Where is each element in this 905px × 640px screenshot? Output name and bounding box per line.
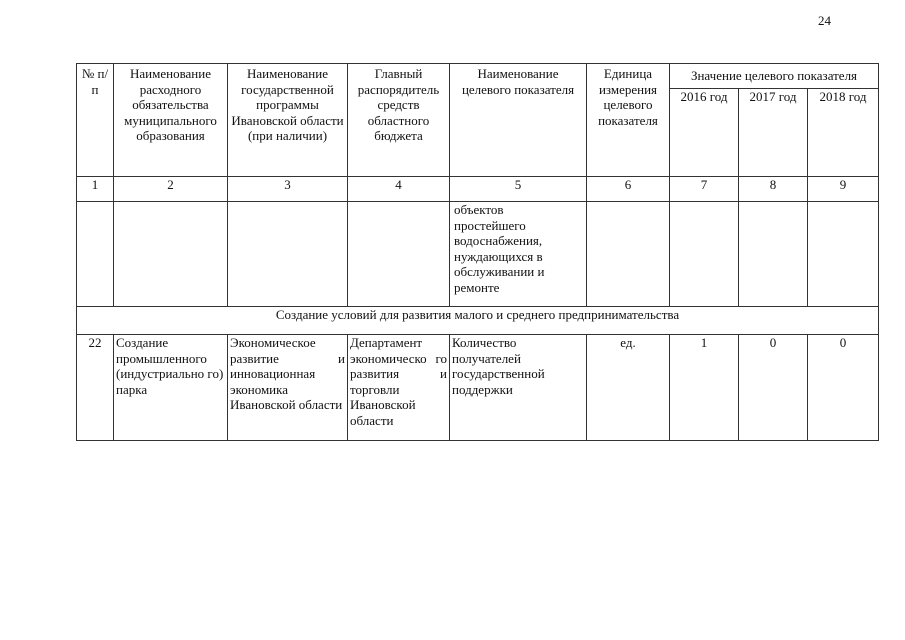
column-number: 5 xyxy=(450,177,587,202)
section-row xyxy=(77,307,879,335)
row-number: 22 xyxy=(77,335,114,441)
continuation-indicator-text: объектов простейшего водоснабжения, нуждающихся в обслуживании и ремонте xyxy=(450,202,587,307)
row-value-2018: 0 xyxy=(808,335,879,441)
header-row xyxy=(77,64,879,89)
column-number: 1 xyxy=(77,177,114,202)
continuation-row xyxy=(77,202,879,307)
header-year-2017: 2017 год xyxy=(739,89,808,177)
row-indicator: Количество получателей государственной поддержки xyxy=(450,335,587,441)
row-program: Экономическое развитие и инновационная экономика Ивановской области xyxy=(228,335,348,441)
row-manager: Департамент экономическо го развития и торговли Ивановской области xyxy=(348,335,450,441)
header-year-2018: 2018 год xyxy=(808,89,879,177)
column-number: 6 xyxy=(587,177,670,202)
header-unit: Единица измерения целевого показателя xyxy=(587,64,670,177)
table-cell xyxy=(670,202,739,307)
table-cell xyxy=(808,202,879,307)
column-number: 2 xyxy=(114,177,228,202)
table-cell xyxy=(228,202,348,307)
indicator-table xyxy=(76,63,879,441)
header-year-2016: 2016 год xyxy=(670,89,739,177)
table-cell xyxy=(348,202,450,307)
column-number: 9 xyxy=(808,177,879,202)
column-number: 4 xyxy=(348,177,450,202)
row-obligation: Создание промышленного (индустриально го) парка xyxy=(114,335,228,441)
row-value-2017: 0 xyxy=(739,335,808,441)
section-title: Создание условий для развития малого и среднего предпринимательства xyxy=(77,307,879,335)
table-cell xyxy=(587,202,670,307)
row-value-2016: 1 xyxy=(670,335,739,441)
column-number: 7 xyxy=(670,177,739,202)
header-program: Наименование государственной программы Ивановской области (при наличии) xyxy=(228,64,348,177)
page-number: 24 xyxy=(818,13,831,28)
header-manager: Главный распорядитель средств областного бюджета xyxy=(348,64,450,177)
table-cell xyxy=(77,202,114,307)
header-num: № п/п xyxy=(77,64,114,177)
row-unit: ед. xyxy=(587,335,670,441)
header-indicator: Наименование целевого показателя xyxy=(450,64,587,177)
column-number: 8 xyxy=(739,177,808,202)
table-row xyxy=(77,335,879,441)
column-number-row xyxy=(77,177,879,202)
header-value-group: Значение целевого показателя xyxy=(670,64,879,89)
table-cell xyxy=(114,202,228,307)
header-obligation: Наименование расходного обязательства муниципального образования xyxy=(114,64,228,177)
column-number: 3 xyxy=(228,177,348,202)
table-cell xyxy=(739,202,808,307)
